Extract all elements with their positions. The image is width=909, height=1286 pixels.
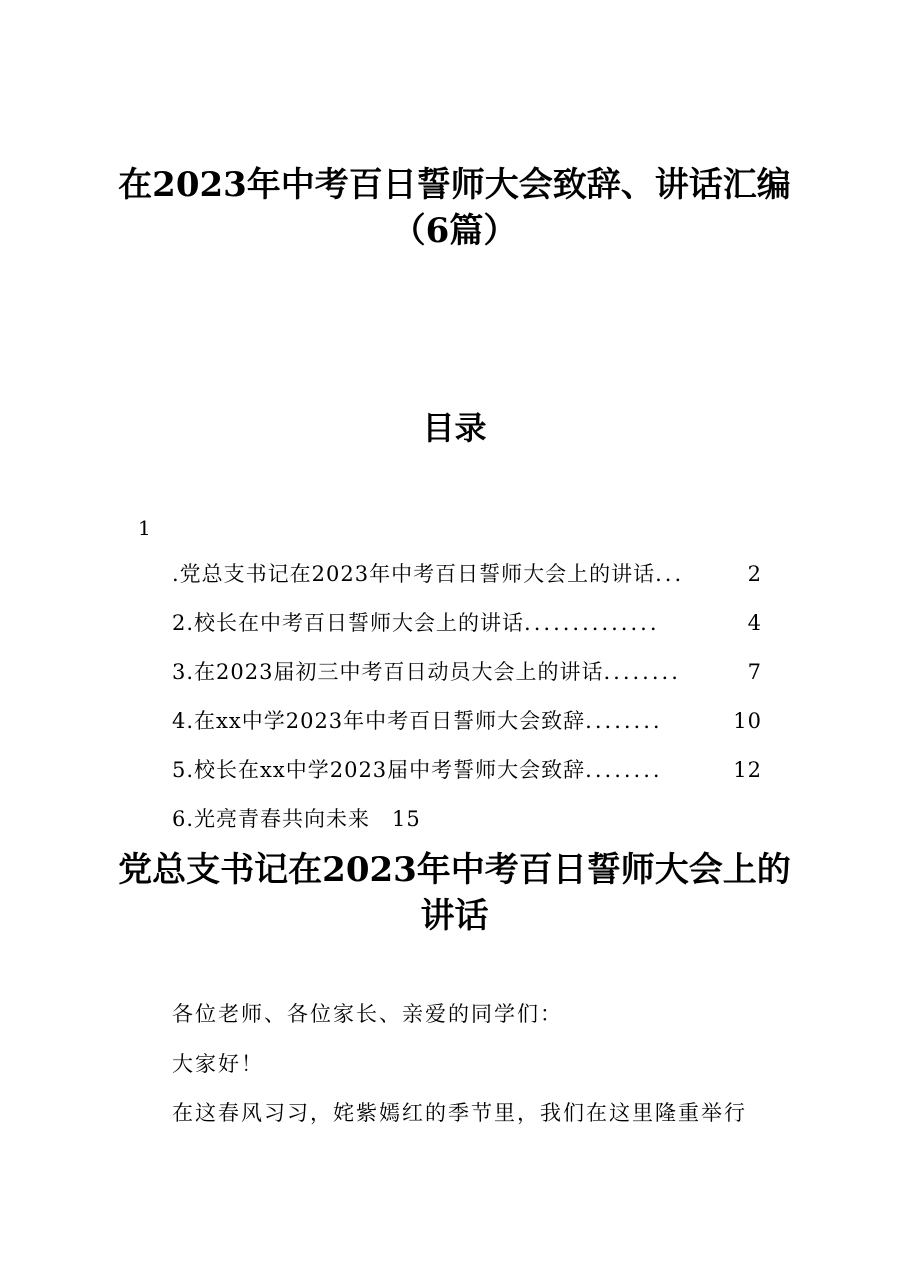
toc-entry-label: 6.光亮青春共向未来 [172, 807, 371, 831]
greeting: 大家好！ [172, 1052, 264, 1076]
toc-leader-dots: ........ [585, 758, 663, 782]
document-title-line-2: （6篇） [391, 211, 518, 251]
toc-entry-page: 10 [733, 709, 762, 733]
salutation: 各位老师、各位家长、亲爱的同学们： [172, 1002, 563, 1026]
toc-entry-page: 12 [733, 758, 762, 782]
table-of-contents [172, 559, 762, 853]
section-title-line-1: 党总支书记在2023年中考百日誓师大会上的 [118, 850, 791, 890]
toc-heading: 目录 [422, 409, 487, 447]
body-paragraph: 在这春风习习，姹紫嫣红的季节里，我们在这里隆重举行 [172, 1101, 747, 1125]
document-title-line-1: 在2023年中考百日誓师大会致辞、讲话汇编 [118, 165, 791, 205]
toc-entry-label: 5.校长在xx中学2023届中考誓师大会致辞 [172, 758, 586, 782]
toc-leader-dots: ... [655, 562, 685, 586]
toc-entry-label: 4.在xx中学2023年中考百日誓师大会致辞 [172, 709, 586, 733]
toc-entry-4[interactable] [172, 706, 762, 755]
section-title-line-2: 讲话 [420, 896, 489, 936]
toc-leader-dots: ........ [585, 709, 663, 733]
toc-entry-label: 2.校长在中考百日誓师大会上的讲话 [172, 611, 525, 635]
toc-entry-label: .党总支书记在2023年中考百日誓师大会上的讲话 [172, 562, 656, 586]
toc-entry-1[interactable] [172, 559, 762, 608]
toc-entry-page: 4 [747, 611, 762, 635]
toc-entry-6[interactable] [172, 804, 762, 853]
toc-entry-page: 15 [392, 807, 421, 831]
toc-entry-3[interactable] [172, 657, 762, 706]
toc-entry-label: 3.在2023届初三中考百日动员大会上的讲话 [172, 660, 604, 684]
toc-entry-2[interactable] [172, 608, 762, 657]
toc-entry-page: 2 [747, 562, 762, 586]
toc-leader-dots: ........ [603, 660, 681, 684]
toc-leader-dots: .............. [524, 611, 660, 635]
toc-entry-5[interactable] [172, 755, 762, 804]
toc-entry-page: 7 [747, 660, 762, 684]
toc-leading-number: 1 [138, 516, 151, 540]
